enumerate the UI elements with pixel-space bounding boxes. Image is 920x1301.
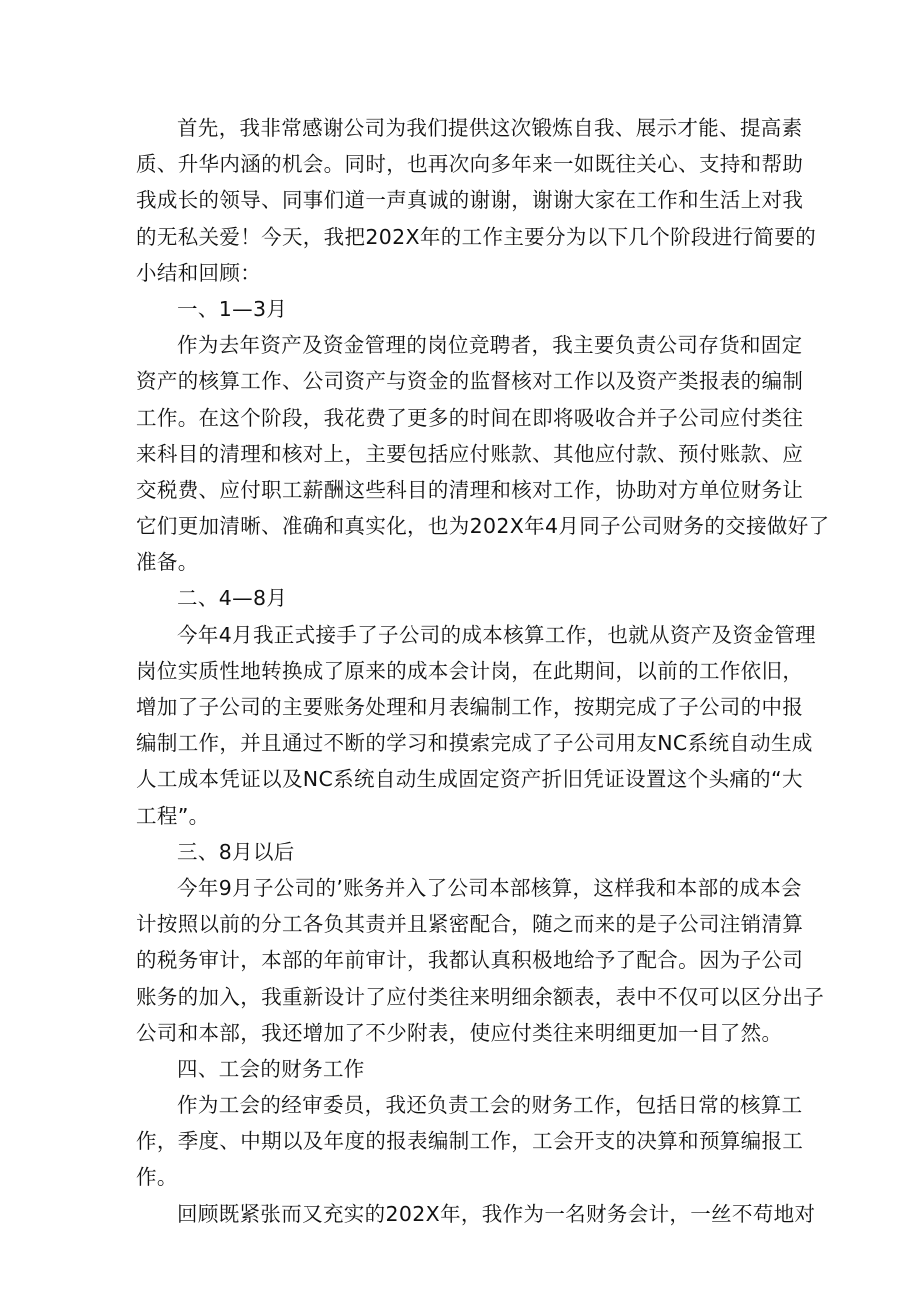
text-line: 今年4月我正式接手了子公司的成本核算工作，也就从资产及资金管理 [177, 622, 816, 647]
text-line: 首先，我非常感谢公司为我们提供这次锻炼自我、展示才能、提高素 [177, 116, 803, 140]
text-line: 准备。 [136, 550, 199, 575]
text-line: 的无私关爱！今天，我把202X年的工作主要分为以下几个阶段进行简要的 [136, 224, 817, 249]
text-line: 计按照以前的分工各负其责并且紧密配合，随之而来的是子公司注销清算 [136, 912, 804, 937]
section-heading: 三、8月以后 [177, 839, 295, 864]
document-body [136, 110, 830, 1232]
text-line: 资产的核算工作、公司资产与资金的监督核对工作以及资产类报表的编制 [136, 369, 804, 394]
text-line: 作为去年资产及资金管理的岗位竞聘者，我主要负责公司存货和固定 [177, 333, 803, 358]
text-line: 账务的加入，我重新设计了应付类往来明细余额表，表中不仅可以区分出子 [136, 984, 825, 1009]
text-line: 工作。在这个阶段，我花费了更多的时间在即将吸收合并子公司应付类往 [136, 405, 804, 430]
text-line: 的税务审计，本部的年前审计，我都认真积极地给予了配合。因为子公司 [136, 948, 804, 973]
text-line: 增加了子公司的主要账务处理和月表编制工作，按期完成了子公司的中报 [136, 695, 804, 719]
text-line: 今年9月子公司的’账务并入了公司本部核算，这样我和本部的成本会 [177, 875, 802, 900]
section-heading: 一、1—3月 [177, 296, 288, 321]
text-line: 交税费、应付职工薪酬这些科目的清理和核对工作，协助对方单位财务让 [136, 477, 804, 502]
text-line: 回顾既紧张而又充实的202X年，我作为一名财务会计，一丝不苟地对 [177, 1201, 816, 1226]
text-line: 人工成本凭证以及NC系统自动生成固定资产折旧凭证设置这个头痛的“大 [136, 767, 803, 792]
text-line: 来科目的清理和核对上，主要包括应付账款、其他应付款、预付账款、应 [136, 441, 804, 466]
text-line: 作为工会的经审委员，我还负责工会的财务工作，包括日常的核算工 [177, 1093, 803, 1118]
text-line: 质、升华内涵的机会。同时，也再次向多年来一如既往关心、支持和帮助 [136, 152, 804, 177]
text-line: 岗位实质性地转换成了原来的成本会计岗，在此期间，以前的工作依旧， [136, 658, 804, 683]
text-line: 它们更加清晰、准确和真实化，也为202X年4月同子公司财务的交接做好了 [136, 514, 830, 539]
text-line: 工程”。 [136, 803, 210, 828]
section-heading: 二、4—8月 [177, 586, 288, 611]
text-line: 小结和回顾： [136, 260, 262, 285]
text-line: 公司和本部，我还增加了不少附表，使应付类往来明细更加一目了然。 [136, 1020, 783, 1045]
text-line: 编制工作，并且通过不断的学习和摸索完成了子公司用友NC系统自动生成 [136, 731, 813, 756]
text-line: 作。 [136, 1165, 178, 1190]
text-line: 作，季度、中期以及年度的报表编制工作，工会开支的决算和预算编报工 [136, 1129, 804, 1154]
text-line: 我成长的领导、同事们道一声真诚的谢谢，谢谢大家在工作和生活上对我 [136, 188, 804, 213]
section-heading: 四、工会的财务工作 [177, 1056, 365, 1081]
